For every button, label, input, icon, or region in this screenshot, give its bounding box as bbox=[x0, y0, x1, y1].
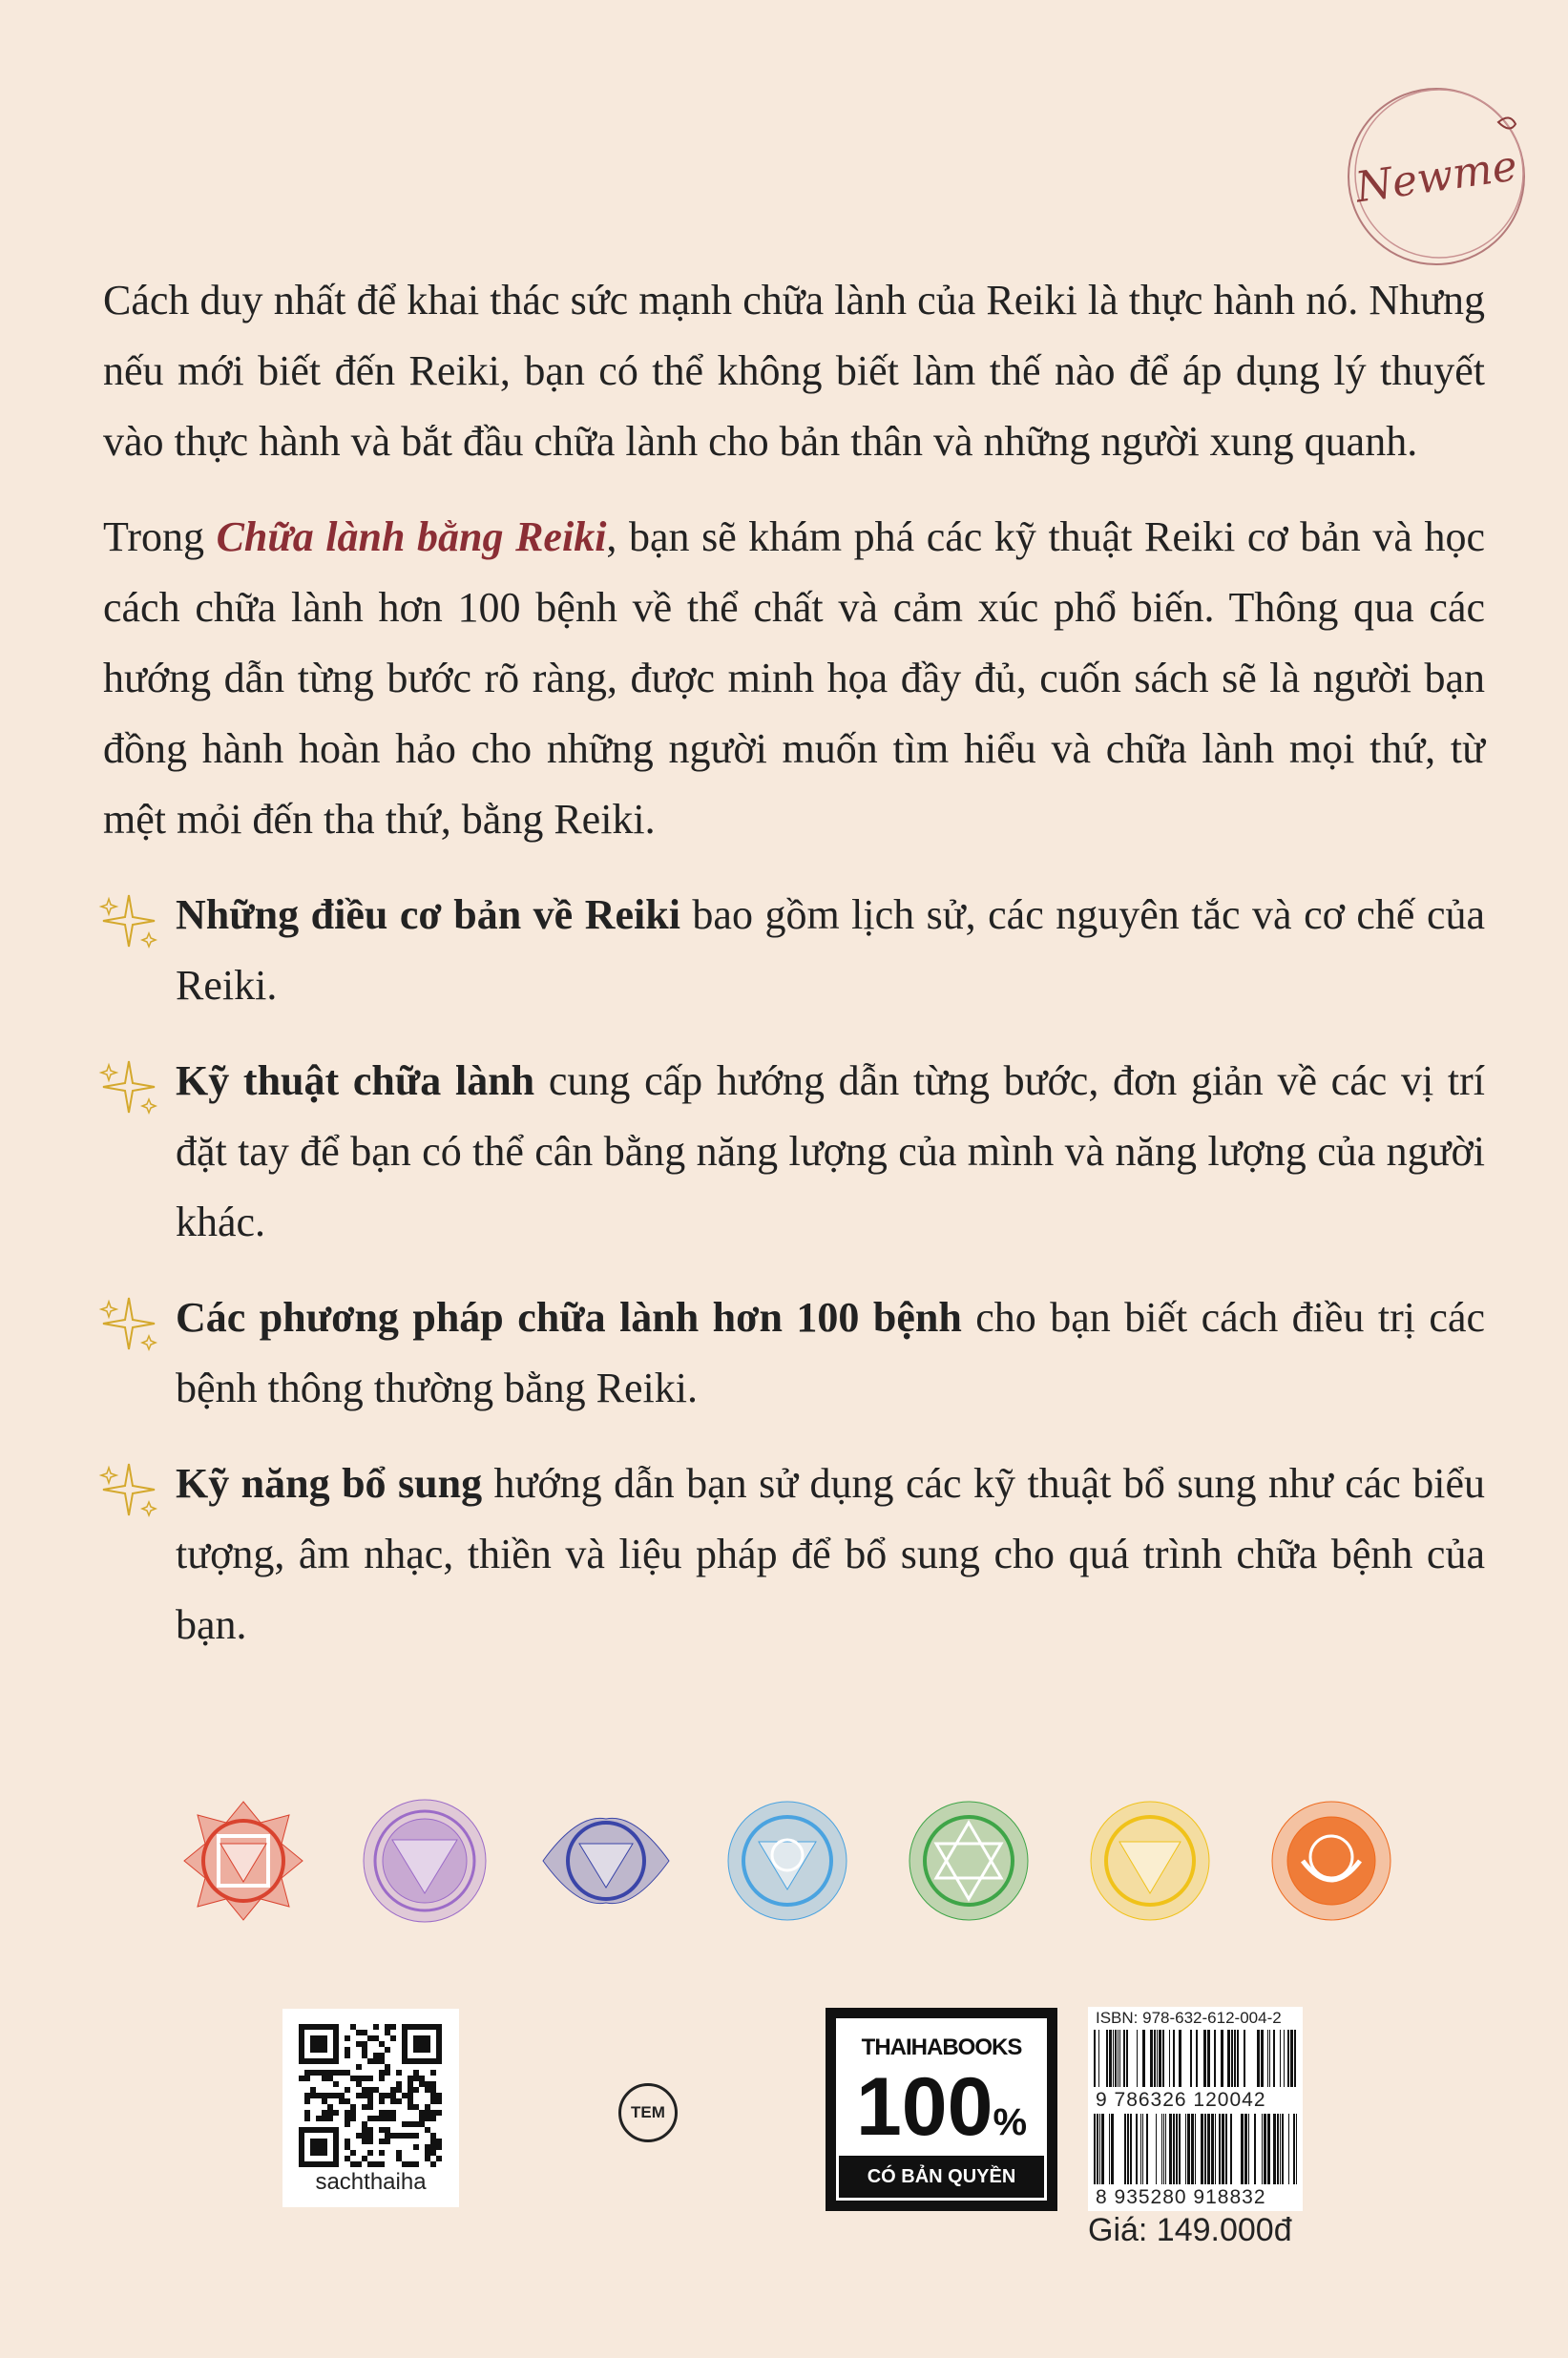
badge-number bbox=[839, 2061, 1044, 2162]
bullet-text: cho bạn biết cách điều trị các bệnh thông thường bằng Reiki. bbox=[176, 1294, 1485, 1411]
description bbox=[103, 265, 1485, 1685]
p2-prefix: Trong bbox=[103, 513, 217, 560]
badge-number-value: 100 bbox=[855, 2061, 993, 2153]
third-eye-chakra-icon bbox=[539, 1794, 673, 1928]
bullet-item bbox=[103, 1449, 1485, 1660]
badge-percent: % bbox=[993, 2101, 1028, 2143]
heart-chakra-icon bbox=[902, 1794, 1035, 1928]
sacral-chakra-icon bbox=[1265, 1794, 1398, 1928]
paragraph-2 bbox=[103, 502, 1485, 855]
solar-plexus-chakra-icon bbox=[1083, 1794, 1217, 1928]
p2-rest: , bạn sẽ khám phá các kỹ thuật Reiki cơ bản và học cách chữa lành hơn 100 bệnh về thể chất và cảm xúc phổ biến. Thông qua các hướng dẫn từng bước rõ ràng, được minh họa đầy đủ, cuốn sách sẽ là người bạn đồng hành hoàn hảo cho những người muốn tìm hiểu và chữa lành mọi thứ, từ mệt mỏi đến tha thứ, bằng Reiki. bbox=[103, 513, 1485, 843]
barcode-number-1: 9 786326 120042 bbox=[1096, 2089, 1266, 2111]
barcode-number-2: 8 935280 918832 bbox=[1096, 2186, 1266, 2208]
bullet-item bbox=[103, 1283, 1485, 1424]
copyright-badge bbox=[826, 2008, 1057, 2211]
barcode-card bbox=[1088, 2007, 1303, 2211]
bullet-item bbox=[103, 1046, 1485, 1258]
intro-paragraph: Cách duy nhất để khai thác sức mạnh chữa lành của Reiki là thực hành nó. Nhưng nếu mới biết đến Reiki, bạn có thể không biết làm thế nào để áp dụng lý thuyết vào thực hành và bắt đầu chữa lành cho bản thân và những người xung quanh. bbox=[103, 277, 1485, 465]
throat-chakra-icon bbox=[721, 1794, 854, 1928]
badge-inner bbox=[836, 2018, 1047, 2201]
bullet-text: cung cấp hướng dẫn từng bước, đơn giản về các vị trí đặt tay để bạn có thể cân bằng năng lượng của mình và năng lượng của người khác. bbox=[176, 1057, 1485, 1245]
bullet-bold: Kỹ thuật chữa lành bbox=[176, 1057, 535, 1104]
ean-barcode-icon bbox=[1094, 2114, 1297, 2184]
price: Giá: 149.000đ bbox=[1088, 2212, 1292, 2248]
sparkle-icon bbox=[95, 887, 162, 954]
newme-logo bbox=[1336, 76, 1537, 277]
qr-code-card[interactable] bbox=[282, 2009, 459, 2207]
badge-subtitle: CÓ BẢN QUYỀN bbox=[839, 2156, 1044, 2198]
crown-chakra-icon bbox=[358, 1794, 491, 1928]
book-title: Chữa lành bằng Reiki bbox=[216, 513, 607, 560]
bullet-bold: Kỹ năng bổ sung bbox=[176, 1460, 483, 1507]
sparkle-icon bbox=[95, 1290, 162, 1357]
qr-label: sachthaiha bbox=[315, 2169, 427, 2195]
root-chakra-icon bbox=[177, 1794, 310, 1928]
badge-brand: THAIHABOOKS bbox=[861, 2035, 1022, 2060]
sparkle-icon bbox=[95, 1054, 162, 1120]
bullet-item bbox=[103, 880, 1485, 1021]
chakra-row bbox=[177, 1794, 1408, 1928]
qr-code-icon[interactable] bbox=[299, 2024, 442, 2167]
isbn-text: ISBN: 978-632-612-004-2 bbox=[1096, 2009, 1282, 2027]
isbn-barcode-icon bbox=[1094, 2030, 1297, 2087]
sparkle-icon bbox=[95, 1456, 162, 1523]
bullet-bold: Các phương pháp chữa lành hơn 100 bệnh bbox=[176, 1294, 962, 1341]
bullet-text: bao gồm lịch sử, các nguyên tắc và cơ chế của Reiki. bbox=[176, 891, 1486, 1009]
tem-stamp: TEM bbox=[618, 2083, 678, 2142]
bullet-text: hướng dẫn bạn sử dụng các kỹ thuật bổ sung như các biểu tượng, âm nhạc, thiền và liệu pháp để bổ sung cho quá trình chữa bệnh của bạn. bbox=[176, 1460, 1486, 1648]
bullet-bold: Những điều cơ bản về Reiki bbox=[176, 891, 680, 938]
logo-text: Newme bbox=[1352, 140, 1520, 213]
